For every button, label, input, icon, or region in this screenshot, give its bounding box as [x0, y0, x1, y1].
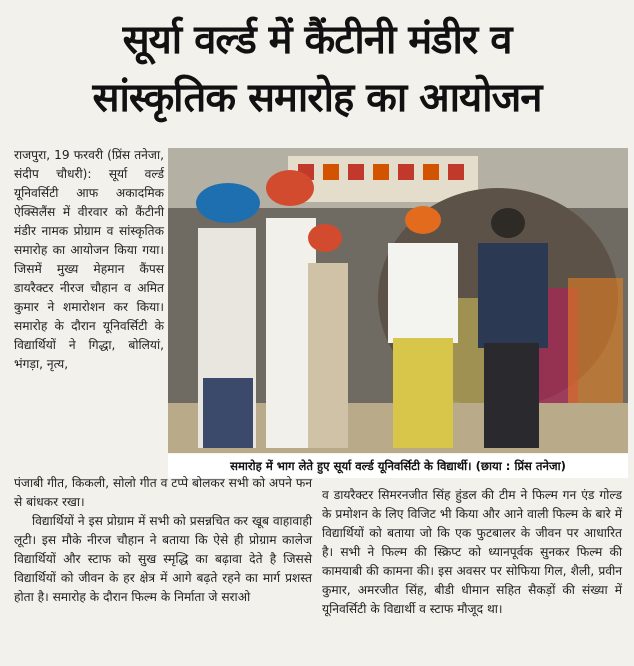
article-column-right	[322, 486, 622, 619]
headline-line-1: सूर्या वर्ल्ड में कैंटीनी मंडीर व	[122, 17, 512, 63]
article-paragraph-1-continued: पंजाबी गीत, किकली, सोलो गीत व टप्पे बोलकर सभी को अपने फन से बांधकर रखा।	[14, 476, 312, 509]
article-paragraph-3: व डायरैक्टर सिमरनजीत सिंह हुंडल की टीम ने फिल्म गन एंड गोल्ड के प्रमोशन के लिए विजिट भी किया और आने वाली फिल्म के बारे में विद्यार्थियों को बताया जो कि एक फुटबालर के जीवन पर आधारित है। सभी ने फिल्म की स्क्रिप्ट को ध्यानपूर्वक सुनकर फिल्म की कामयाबी की कामना की। इस अवसर पर सोफिया गिल, शैली, प्रवीन कुमार, अमरजीत सिंह, बीडी धीमान सहित सैकड़ों की संख्या में यूनिवर्सिटी के विद्यार्थी व स्टाफ मौजूद था।	[322, 488, 622, 616]
news-photo	[168, 148, 628, 453]
article-paragraph-2: विद्यार्थियों ने इस प्रोग्राम में सभी को प्रसन्नचित कर खूब वाहावाही लूटी। इस मौके नीरज चौहान ने बताया कि ऐसे ही प्रोग्राम कालेज विद्यार्थियों और स्टाफ को सुख स्मृद्धि का बढ़ावा देते है जिससे विद्यार्थियों को जीवन के हर क्षेत्र में आगे बढ़ते रहने का मार्ग प्रशस्त होता है। समारोह के दौरान फिल्म के निर्माता जे सराओ	[14, 514, 312, 604]
headline-line-2: सांस्कृतिक समारोह का आयोजन	[92, 75, 542, 121]
article-column-left-bottom	[14, 474, 312, 607]
news-photo-illustration	[168, 148, 628, 453]
article-paragraph-1: राजपुरा, 19 फरवरी (प्रिंस तनेजा, संदीप चौधरी): सूर्या वर्ल्ड यूनिवर्सिटी आफ अकादमिक ऐक्सिलैंस में वीरवार को कैंटीनी मंडीर नामक प्रोग्राम व सांस्कृतिक समारोह का आयोजन किया गया। जिसमें मुख्य मेहमान कैंपस डायरैक्टर नीरज चौहान व अमित कुमार ने शमारोशन कर किया। समारोह के दौरान यूनिवर्सिटी के विद्यार्थियों ने गिद्धा, बोलियां, भंगड़ा, नृत्य,	[14, 148, 164, 371]
photo-caption: समारोह में भाग लेते हुए सूर्या वर्ल्ड यूनिवर्सिटी के विद्यार्थी। (छाया : प्रिंस तनेजा)	[168, 454, 628, 478]
article-column-left-top	[14, 146, 164, 374]
